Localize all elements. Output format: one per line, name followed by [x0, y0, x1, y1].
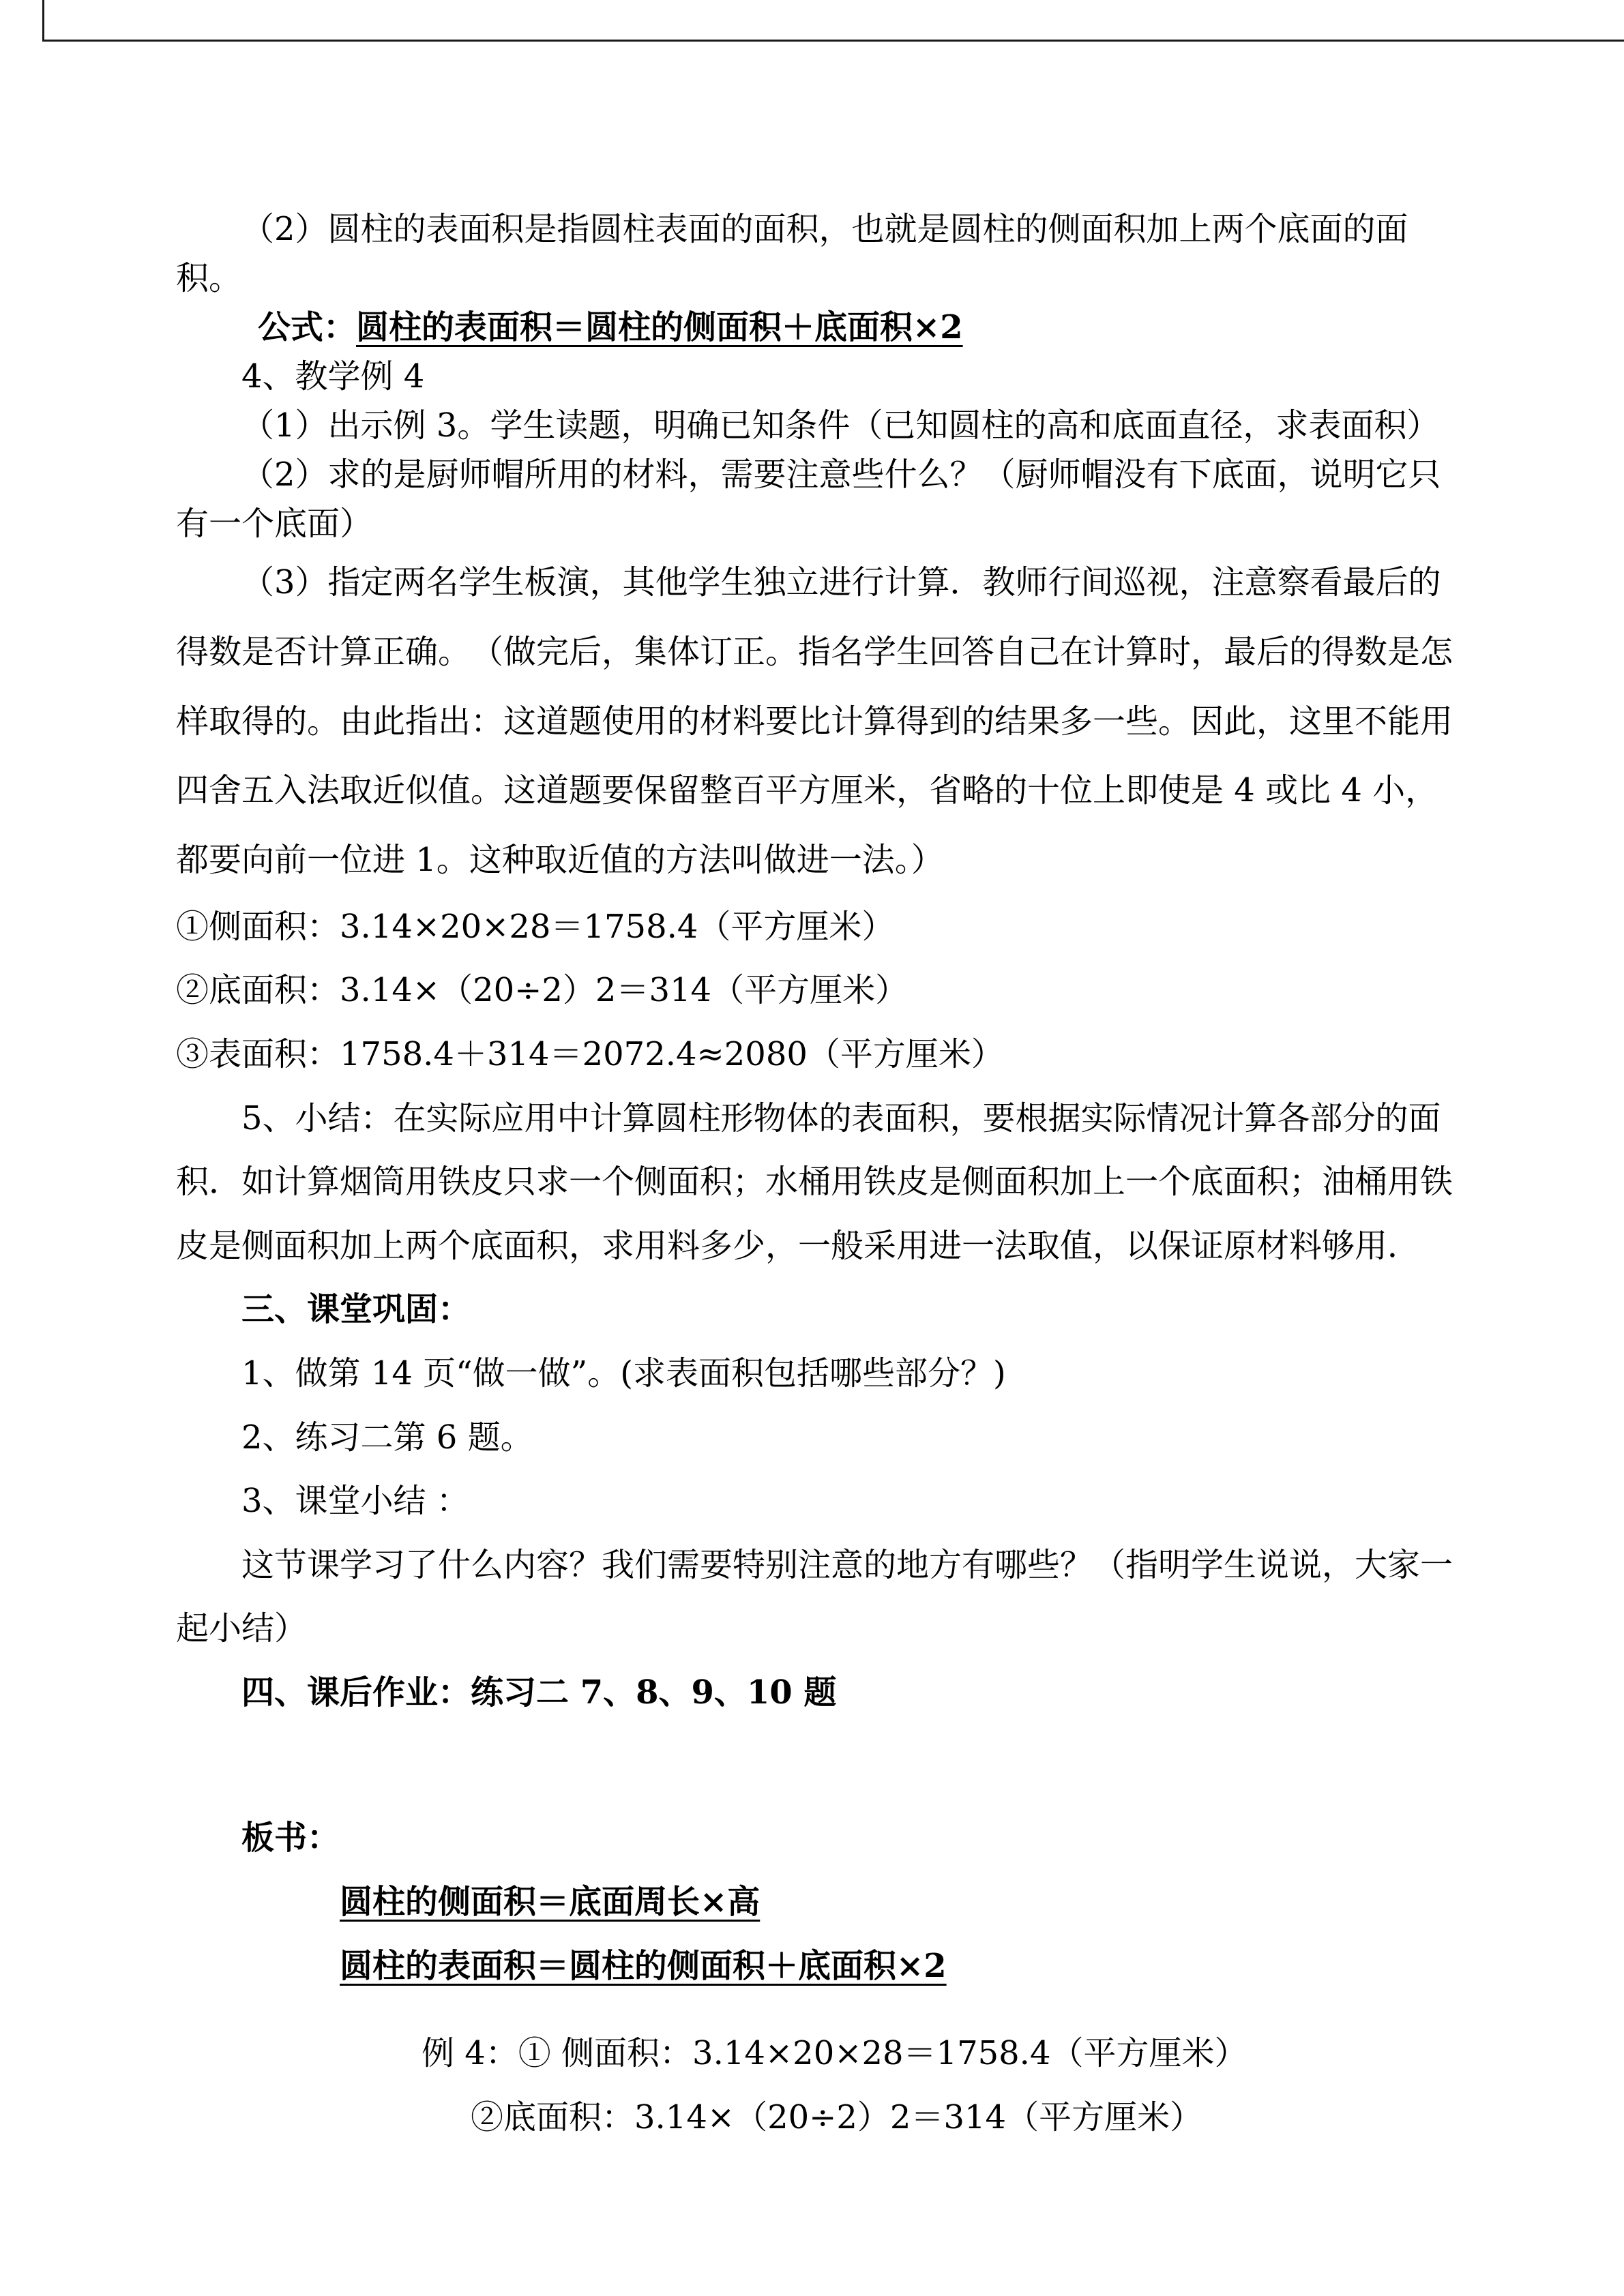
section4-heading: 四、课后作业：练习二 7、8、9、10 题 — [241, 1673, 837, 1712]
item4-heading: 4、教学例 4 — [241, 357, 425, 396]
section3-heading: 三、课堂巩固： — [241, 1290, 471, 1329]
formula-line — [176, 303, 1465, 352]
document-body — [176, 205, 1465, 2149]
table-border-horizontal-rule — [42, 40, 1624, 42]
item5-summary: 5、小结：在实际应用中计算圆柱形物体的表面积，要根据实际情况计算各部分的面积．如计算烟筒用铁皮只求一个侧面积；水桶用铁皮是侧面积加上一个底面积；油桶用铁皮是侧面积加上两个底面积，求用料多少，一般采用进一法取值，以保证原材料够用． — [176, 1099, 1453, 1265]
board-formula-surface — [176, 1935, 1465, 1999]
item4-step3: （3）指定两名学生板演，其他学生独立进行计算．教师行间巡视，注意察看最后的得数是否计算正确。 （做完后，集体订正。指名学生回答自己在计算时，最后的得数是怎样取得的。由此指出：这道题使用的材料要比计算得到的结果多一些。因此，这里不能用四舍五入法取近似值。这道题要保留整百平方厘米，省略的十位上即使是 4 或比 4 小，都要向前一位进 1。这种取近值的方法叫做进一法。） — [176, 563, 1453, 879]
section3-item1: 1、做第 14 页“做一做”。(求表面积包括哪些部分？) — [241, 1354, 1006, 1392]
calc-line-surface-area: ③表面积：1758.4＋314＝2072.4≈2080（平方厘米） — [176, 1034, 1004, 1073]
board-formula-side — [176, 1870, 1465, 1935]
paragraph-surface-definition: （2）圆柱的表面积是指圆柱表面的面积，也就是圆柱的侧面积加上两个底面的面积。 — [176, 210, 1408, 297]
formula-surface-area: 圆柱的表面积＝圆柱的侧面积＋底面积×2 — [356, 308, 963, 346]
table-border-vertical-stub — [42, 0, 44, 42]
item4-step2: （2）求的是厨师帽所用的材料，需要注意些什么？（厨师帽没有下底面，说明它只有一个底面） — [176, 456, 1441, 543]
section3-recap: 这节课学习了什么内容？我们需要特别注意的地方有哪些？（指明学生说说，大家一起小结） — [176, 1545, 1453, 1648]
board-example-line2: ②底面积：3.14×（20÷2）2＝314（平方厘米） — [471, 2098, 1203, 2136]
calc-line-side-area: ①侧面积：3.14×20×28＝1758.4（平方厘米） — [176, 907, 895, 946]
formula-label: 公式： — [258, 308, 357, 346]
section3-item2: 2、练习二第 6 题。 — [241, 1418, 533, 1457]
board-example-line1: 例 4：① 侧面积：3.14×20×28＝1758.4（平方厘米） — [422, 2034, 1247, 2073]
board-label: 板书： — [241, 1819, 340, 1858]
calc-line-base-area: ②底面积：3.14×（20÷2）2＝314（平方厘米） — [176, 971, 909, 1010]
item4-step1: （1）出示例 3。学生读题，明确已知条件（已知圆柱的高和底面直径，求表面积） — [241, 406, 1440, 445]
board-formula-side-text: 圆柱的侧面积＝底面周长×高 — [340, 1883, 761, 1922]
board-formula-surface-text: 圆柱的表面积＝圆柱的侧面积＋底面积×2 — [340, 1946, 947, 1985]
section3-item3: 3、课堂小结 ： — [241, 1482, 469, 1521]
